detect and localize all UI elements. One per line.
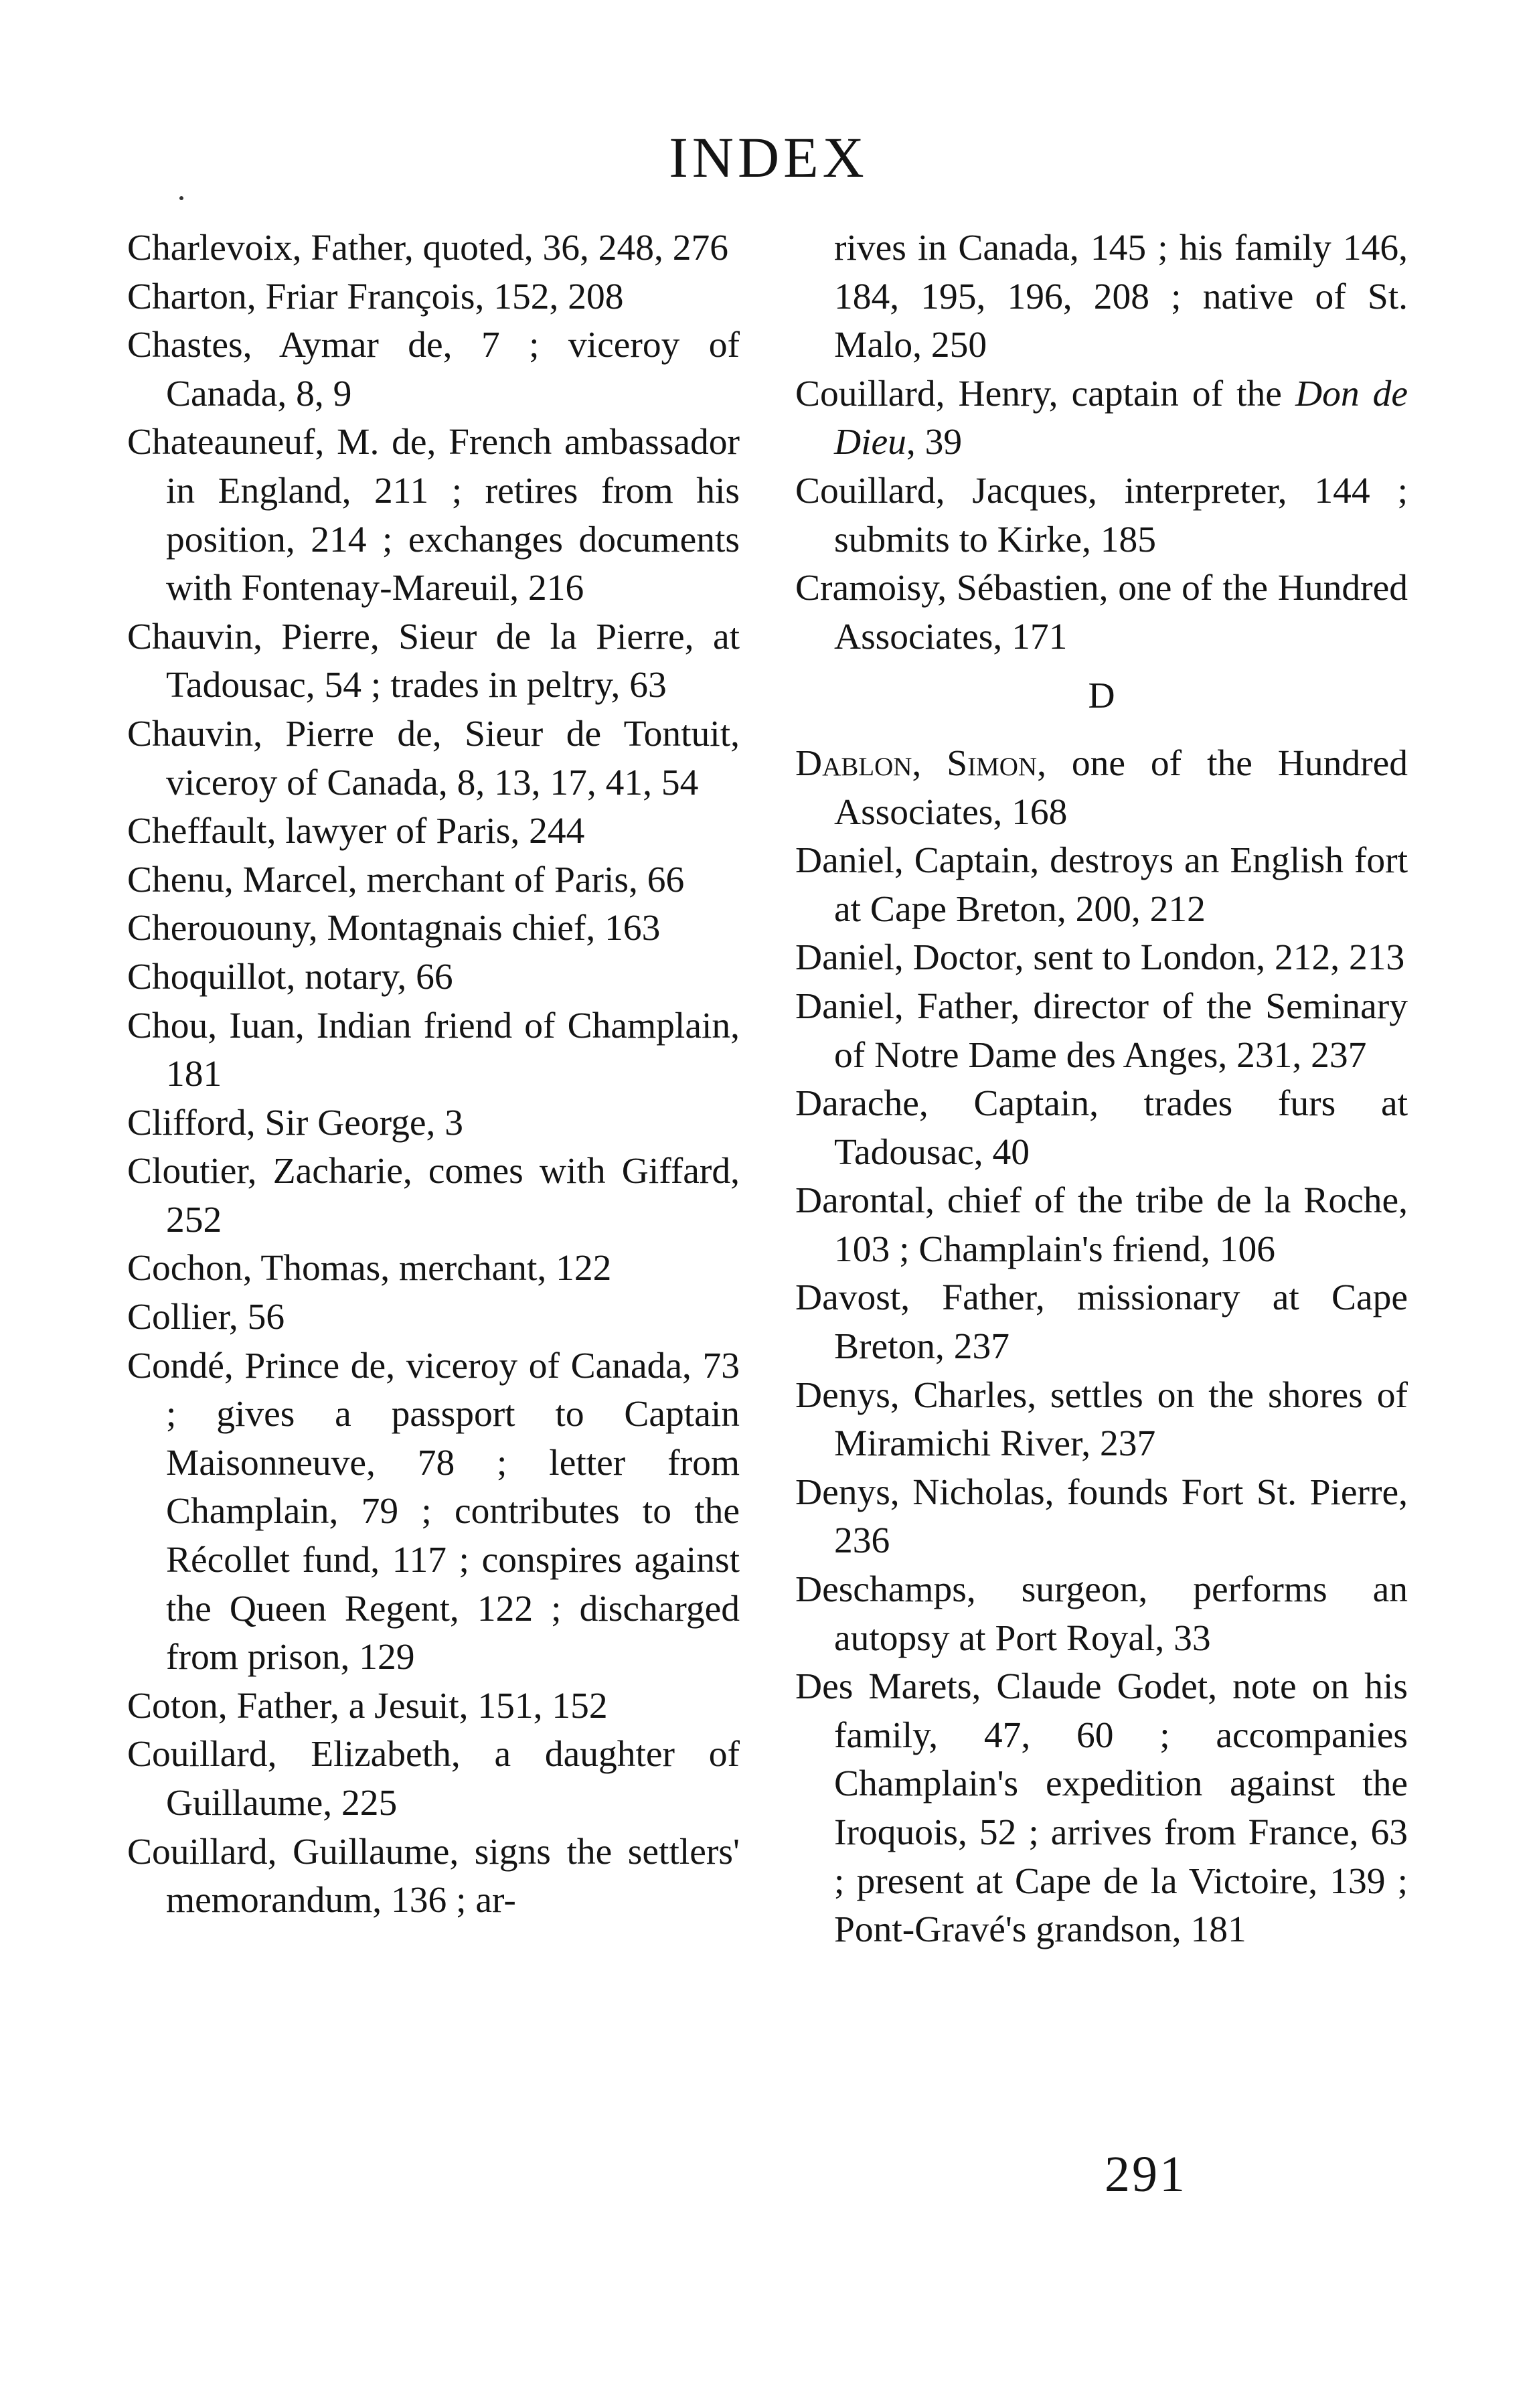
index-entry: Chenu, Marcel, merchant of Paris, 66 bbox=[127, 859, 685, 900]
index-entry: Cramoisy, Sébastien, one of the Hundred Associates, 171 bbox=[795, 568, 1408, 657]
index-entry-pages: , 39 bbox=[906, 422, 963, 463]
index-entry: Couillard, Jacques, interpreter, 144 ; submits to Kirke, 185 bbox=[795, 470, 1408, 560]
index-entry: Chou, Iuan, Indian friend of Champlain, 181 bbox=[127, 1005, 740, 1095]
index-entry: Daniel, Doctor, sent to London, 212, 213 bbox=[795, 937, 1405, 979]
index-entry-name: Dablon, Simon, bbox=[795, 742, 1046, 784]
index-entry: Cochon, Thomas, merchant, 122 bbox=[127, 1248, 612, 1289]
index-entry: Condé, Prince de, viceroy of Canada, 73 ; gives a passport to Captain Maisonneuve, 78 ; letter from Champlain, 79 ; contributes to the Récollet fund, 117 ; conspires against the Queen Regent, 122 ; discharged from prison, 129 bbox=[127, 1345, 740, 1678]
index-entry: Daniel, Captain, destroys an English fort at Cape Breton, 200, 212 bbox=[795, 840, 1408, 930]
page-number: 291 bbox=[1105, 2146, 1187, 2202]
index-entry-continuation: rives in Canada, 145 ; his family 146, 184, 195, 196, 208 ; native of St. Malo, 250 bbox=[834, 228, 1408, 366]
index-entry: Chastes, Aymar de, 7 ; viceroy of Canada, 8, 9 bbox=[127, 325, 740, 414]
index-entry: Deschamps, surgeon, performs an autopsy at Port Royal, 33 bbox=[795, 1569, 1408, 1659]
index-entry: Denys, Nicholas, founds Fort St. Pierre, 236 bbox=[795, 1471, 1408, 1562]
index-entry: Collier, 56 bbox=[127, 1297, 285, 1338]
index-entry: Cloutier, Zacharie, comes with Giffard, 252 bbox=[127, 1151, 740, 1240]
index-entry: Chauvin, Pierre de, Sieur de Tontuit, viceroy of Canada, 8, 13, 17, 41, 54 bbox=[127, 713, 740, 803]
print-speck bbox=[179, 196, 183, 200]
index-entry: Couillard, Elizabeth, a daughter of Guillaume, 225 bbox=[127, 1734, 740, 1824]
index-entry-text: one of the Hundred Associates, 168 bbox=[834, 742, 1408, 833]
index-entry: Choquillot, notary, 66 bbox=[127, 956, 453, 997]
index-entry: Darache, Captain, trades furs at Tadousac, 40 bbox=[795, 1083, 1408, 1173]
index-entry: Denys, Charles, settles on the shores of Miramichi River, 237 bbox=[795, 1374, 1408, 1465]
ship-name: Don de Dieu bbox=[834, 373, 1408, 463]
index-entry: Davost, Father, missionary at Cape Breton, 237 bbox=[795, 1277, 1408, 1368]
index-entry: Cheffault, lawyer of Paris, 244 bbox=[127, 811, 585, 852]
index-entry: Daniel, Father, director of the Seminary of Notre Dame des Anges, 231, 237 bbox=[795, 985, 1408, 1076]
index-entry: Cherououny, Montagnais chief, 163 bbox=[127, 908, 661, 949]
index-entry: Darontal, chief of the tribe de la Roche, 103 ; Champlain's friend, 106 bbox=[795, 1180, 1408, 1270]
index-entry: Charlevoix, Father, quoted, 36, 248, 276 bbox=[127, 228, 728, 268]
index-entry: Chateauneuf, M. de, French ambassador in England, 211 ; retires from his position, 214 ; exchanges documents with Fontenay-Mareuil, 216 bbox=[127, 422, 740, 609]
letter-heading: D bbox=[1088, 675, 1115, 717]
index-entry: Coton, Father, a Jesuit, 151, 152 bbox=[127, 1685, 608, 1727]
index-entry bbox=[795, 370, 1408, 467]
index-entry: Charton, Friar François, 152, 208 bbox=[127, 276, 624, 317]
index-entry: Clifford, Sir George, 3 bbox=[127, 1102, 464, 1143]
index-entry: Chauvin, Pierre, Sieur de la Pierre, at Tadousac, 54 ; trades in peltry, 63 bbox=[127, 616, 740, 706]
index-entry: Couillard, Guillaume, signs the settlers' memorandum, 136 ; ar- bbox=[127, 1831, 740, 1921]
index-column-right bbox=[795, 224, 1408, 1955]
index-entry bbox=[795, 740, 1408, 837]
page-title: INDEX bbox=[669, 125, 868, 189]
index-entry: Des Marets, Claude Godet, note on his family, 47, 60 ; accompanies Champlain's expedition against the Iroquois, 52 ; arrives from France, 63 ; present at Cape de la Victoire, 139 ; Pont-Gravé's grandson, 181 bbox=[795, 1666, 1408, 1951]
index-column-left bbox=[127, 224, 740, 1925]
index-entry-text: Couillard, Henry, captain of the bbox=[795, 373, 1295, 414]
